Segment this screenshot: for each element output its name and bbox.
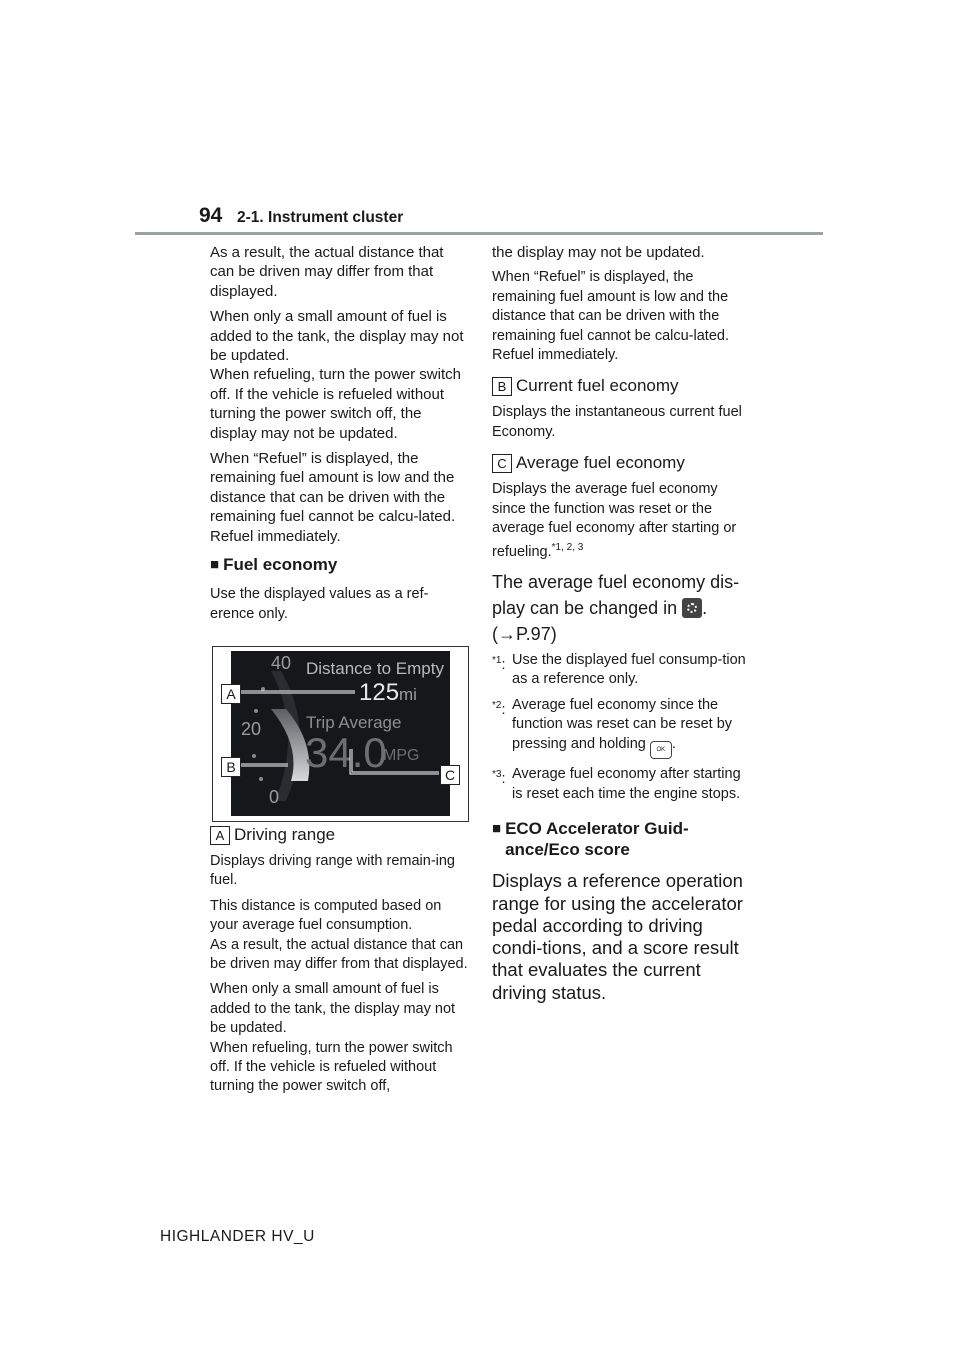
paragraph-text: The average fuel economy dis-play can be changed in bbox=[492, 571, 740, 618]
subheading-text: Current fuel economy bbox=[516, 376, 679, 396]
right-column bbox=[492, 243, 750, 1010]
distance-to-empty-label: Distance to Empty bbox=[306, 659, 444, 678]
heading-text: Fuel economy bbox=[223, 555, 338, 575]
paragraph: When only a small amount of fuel is added to the tank, the display may not be updated. bbox=[210, 308, 464, 365]
square-bullet-icon: ■ bbox=[210, 556, 220, 574]
paragraph: Displays driving range with remain-ing fuel. bbox=[210, 853, 455, 889]
paragraph: When “Refuel” is displayed, the remaining fuel amount is low and the distance that can be driven with the remaining fuel cannot be calcu-lated. bbox=[210, 450, 456, 526]
gauge-tick-20: 20 bbox=[241, 719, 262, 739]
footnote-mark-text: *2 bbox=[492, 699, 502, 711]
footnote-mark: $^{*1}$: bbox=[492, 654, 506, 673]
paragraph: As a result, the actual distance that can be driven may differ from that displayed. bbox=[210, 936, 468, 973]
period: . bbox=[671, 736, 676, 753]
footer-model: HIGHLANDER HV_U bbox=[160, 1228, 315, 1245]
heading-text: ECO Accelerator Guid-ance/Eco score bbox=[505, 819, 689, 860]
left-column-lower bbox=[210, 824, 468, 1103]
paragraph: When refueling, turn the power switch off. If the vehicle is refueled without turning the power switch off, bbox=[210, 1039, 453, 1095]
paragraph bbox=[492, 569, 750, 647]
paragraph: Refuel immediately. bbox=[210, 527, 341, 545]
eco-accelerator-heading bbox=[492, 818, 750, 860]
footnote-text: Use the displayed fuel consump-tion as a reference only. bbox=[512, 651, 746, 688]
driving-range-heading bbox=[210, 824, 468, 846]
page-reference: (→P.97) bbox=[492, 623, 557, 644]
label-a-box: A bbox=[210, 826, 230, 845]
footnote-mark-text: *1 bbox=[492, 654, 502, 666]
callout-a: A bbox=[221, 684, 241, 704]
distance-unit: mi bbox=[399, 685, 417, 704]
subheading-text: Average fuel economy bbox=[516, 453, 685, 473]
gauge-tick-0: 0 bbox=[269, 787, 280, 807]
paragraph: When refueling, turn the power switch off. If the vehicle is refueled without turning the power switch off, the display may not be updated. bbox=[210, 366, 461, 442]
paragraph: Displays the instantaneous current fuel Economy. bbox=[492, 404, 742, 440]
label-c-box: C bbox=[492, 454, 512, 473]
left-column bbox=[210, 243, 468, 630]
footnote-mark: $^{*2}$: bbox=[492, 699, 506, 718]
settings-gear-icon bbox=[682, 598, 702, 618]
footnote-1 bbox=[492, 651, 750, 690]
label-b-box: B bbox=[492, 377, 512, 396]
average-fuel-economy-heading bbox=[492, 452, 750, 474]
period: . bbox=[702, 597, 708, 618]
trip-average-unit: MPG bbox=[383, 747, 420, 764]
footnote-mark: $^{*3}$: bbox=[492, 769, 506, 787]
instrument-figure bbox=[212, 646, 469, 822]
footnote-text: Average fuel economy after starting is reset each time the engine stops. bbox=[512, 766, 741, 802]
subheading-text: Driving range bbox=[234, 825, 336, 844]
paragraph-text: Displays the average fuel economy since the function was reset or the average fuel economy after starting or refueling. bbox=[492, 481, 737, 561]
gauge-tick-40: 40 bbox=[271, 653, 292, 673]
section-title: 2-1. Instrument cluster bbox=[237, 209, 404, 226]
footnote-text: Average fuel economy since the function was reset can be reset by pressing and holding bbox=[512, 696, 733, 753]
callout-b: B bbox=[221, 757, 241, 777]
current-fuel-economy-heading bbox=[492, 375, 750, 397]
ok-button-icon: OK bbox=[650, 741, 672, 759]
trip-average-value: 34.0 bbox=[305, 729, 387, 776]
page-number: 94 bbox=[199, 204, 223, 227]
paragraph: When only a small amount of fuel is added to the tank, the display may not be updated. bbox=[210, 981, 456, 1037]
callout-lines bbox=[213, 647, 468, 821]
paragraph: This distance is computed based on your average fuel consumption. bbox=[210, 897, 442, 934]
page-header bbox=[135, 202, 823, 236]
fuel-economy-heading bbox=[210, 554, 468, 575]
paragraph: the display may not be updated. bbox=[492, 244, 705, 261]
square-bullet-icon: ■ bbox=[492, 820, 502, 838]
callout-c: C bbox=[440, 765, 460, 785]
paragraph: As a result, the actual distance that can be driven may differ from that displayed. bbox=[210, 244, 444, 300]
header-rule bbox=[135, 232, 823, 235]
paragraph: Refuel immediately. bbox=[492, 347, 619, 364]
footnote-3 bbox=[492, 765, 750, 804]
paragraph: When “Refuel” is displayed, the remaining fuel amount is low and the distance that can be driven with the remaining fuel cannot be calcu-lated. bbox=[492, 269, 729, 344]
trip-average-label: Trip Average bbox=[306, 713, 402, 732]
footnote-ref: *1, 2, 3 bbox=[551, 542, 584, 554]
footnote-2 bbox=[492, 696, 750, 759]
footnote-mark-text: *3 bbox=[492, 769, 502, 781]
paragraph bbox=[492, 480, 750, 562]
distance-value: 125 bbox=[359, 679, 400, 706]
paragraph: Use the displayed values as a ref-erence only. bbox=[210, 586, 429, 622]
paragraph: Displays a reference operation range for using the accelerator pedal according to driving condi-tions, and a score result that evaluates the current driving status. bbox=[492, 870, 743, 1003]
